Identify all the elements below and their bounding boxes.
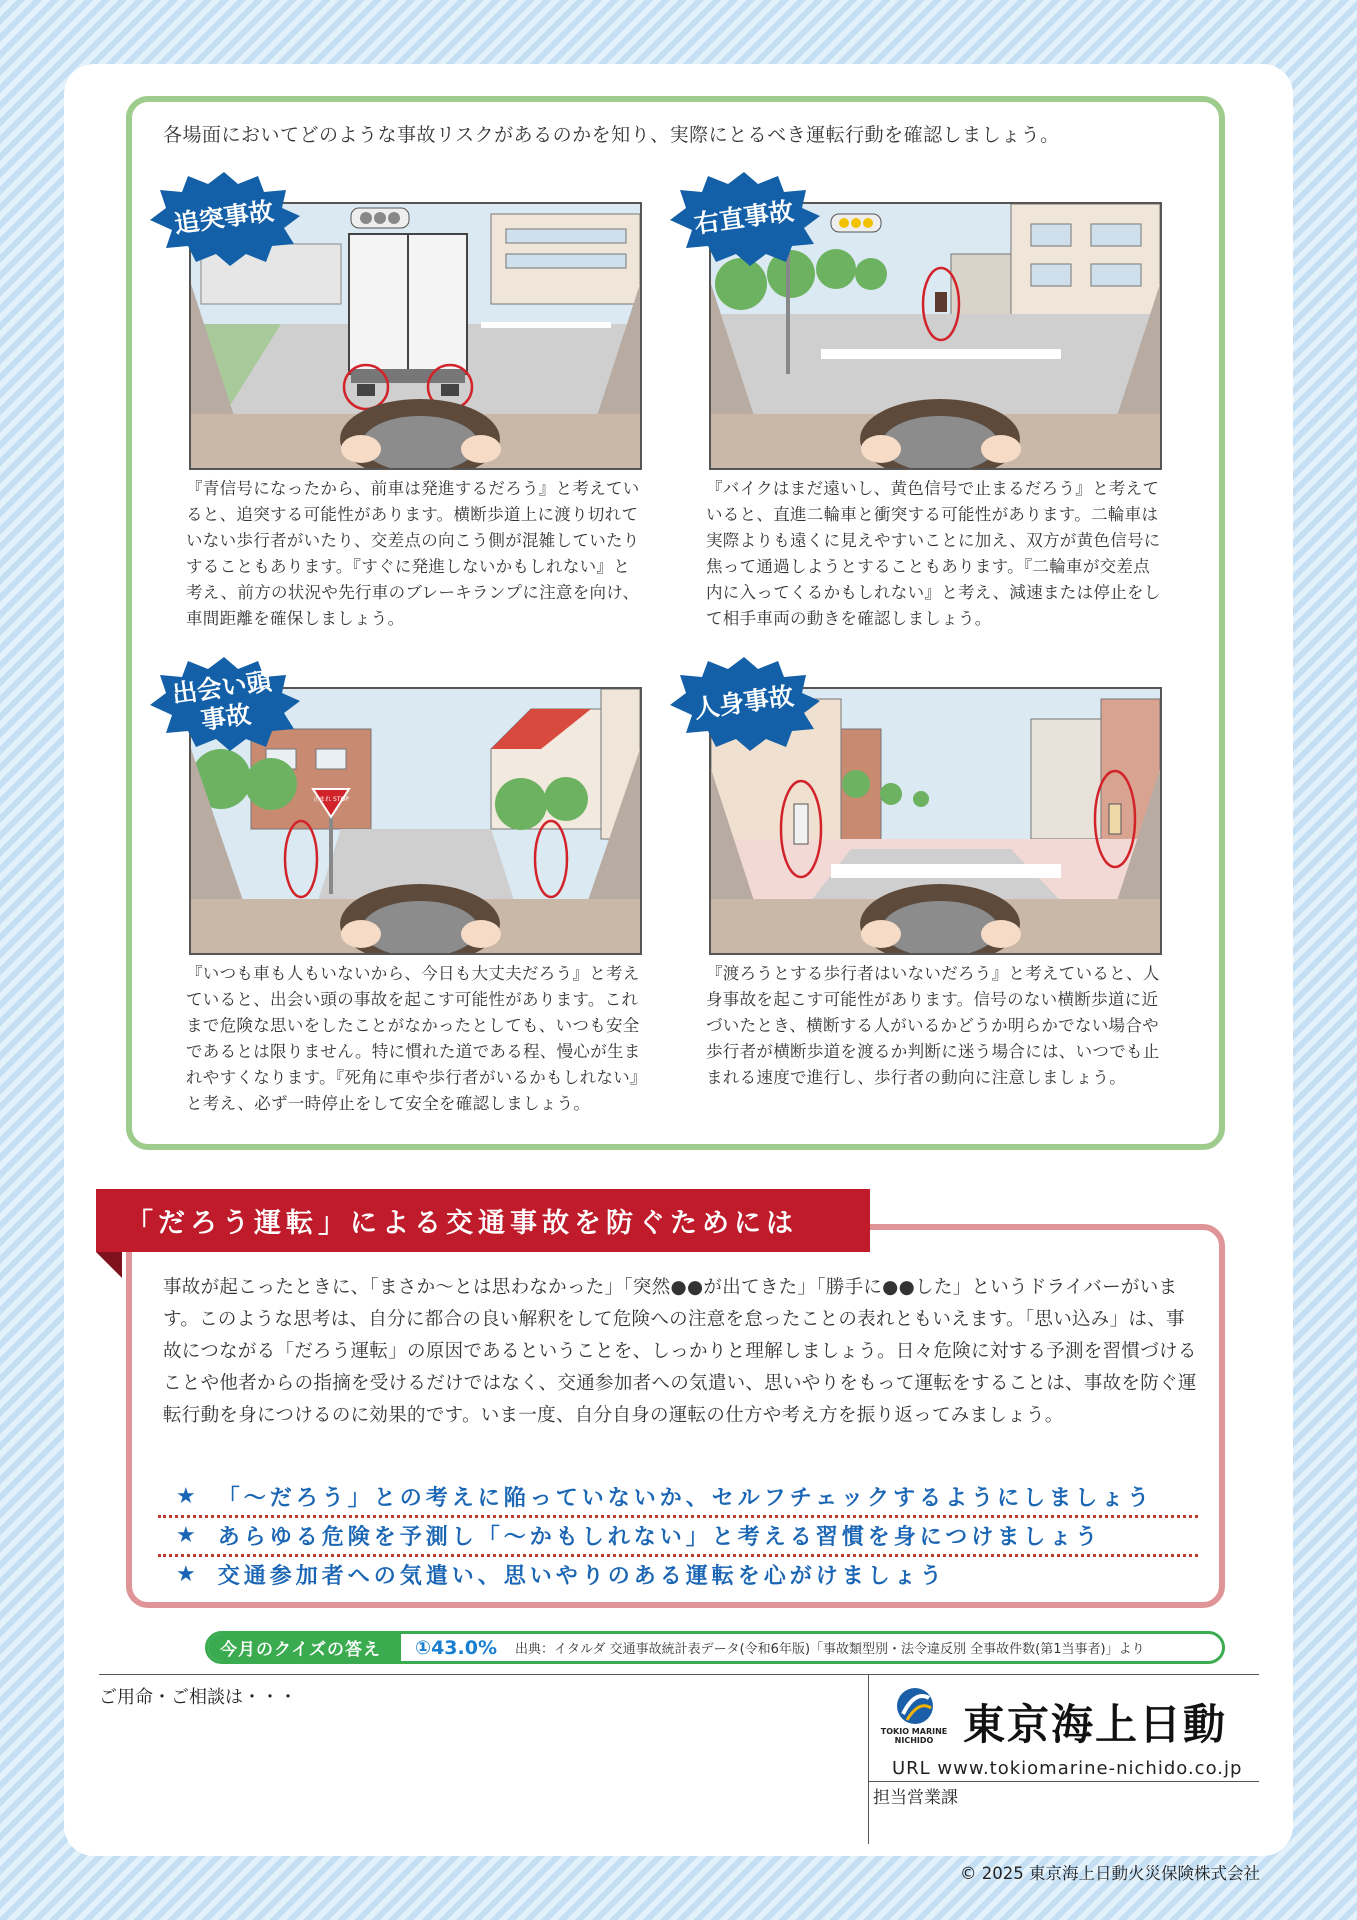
company-url[interactable]: URL www.tokiomarine-nichido.co.jp — [892, 1758, 1243, 1779]
section-body: 事故が起こったときに、「まさか〜とは思わなかった」「突然●●が出てきた」「勝手に●●した」というドライバーがいます。このような思考は、自分に都合の良い解釈をして危険への注意を怠ったことの表れともいえます。「思い込み」は、事故につながる「だろう運転」の原因であるということを、しっかりと理解しましょう。日々危険に対する予測を習慣づけることや他者からの指摘を受けるだけではなく、交通参加者への気遣い、思いやりをもって運転をすることは、事故を防ぐ運転行動を身につけるのに効果的です。いま一度、自分自身の運転の仕方や考え方を振り返ってみましょう。 — [163, 1277, 1197, 1426]
intro-text: 各場面においてどのような事故リスクがあるのかを知り、実際にとるべき運転行動を確認しましょう。 — [163, 124, 1060, 146]
desc-encounter: 『いつも車も人もいないから、今日も大丈夫だろう』と考えていると、出会い頭の事故を起こす可能性があります。これまで危険な思いをしたことがなかったとしても、いつも安全であるとは限りません。特に慣れた道である程、慢心が生まれやすくなります。『死角に車や歩行者がいるかもしれない』と考え、必ず一時停止をして安全を確認しましょう。 — [186, 964, 641, 1113]
company-logo-text: 東京海上日動 — [963, 1700, 1228, 1749]
tip-text: 交通参加者への気遣い、思いやりのある運転を心がけましょう — [217, 1563, 946, 1589]
badge-rear-end: 追突事故 — [146, 170, 302, 266]
quiz-label: 今月のクイズの答え — [208, 1634, 401, 1661]
quiz-answer: ①43.0% — [414, 1636, 497, 1659]
stop-sign-text: 止まれ STOP — [313, 796, 349, 803]
badge-right-turn: 右直事故 — [666, 170, 822, 266]
star-icon: ★ — [176, 1522, 200, 1548]
star-icon: ★ — [176, 1561, 200, 1587]
sales-dept-label: 担当営業課 — [873, 1788, 958, 1808]
desc-rear-end: 『青信号になったから、前車は発進するだろう』と考えていると、追突する可能性があります。横断歩道上に渡り切れていない歩行者がいたり、交差点の向こう側が混雑していたりすることもあります。『すぐに発進しないかもしれない』と考え、前方の状況や先行車のブレーキランプに注意を向け、車間距離を確保しましょう。 — [186, 479, 640, 628]
tip-item — [158, 1516, 1198, 1557]
copyright: © 2025 東京海上日動火災保険株式会社 — [960, 1864, 1260, 1883]
desc-pedestrian: 『渡ろうとする歩行者はいないだろう』と考えていると、人身事故を起こす可能性があります。信号のない横断歩道に近づいたとき、横断する人がいるかどうか明らかでない場合や歩行者が横断歩道を渡るか判断に迷う場合には、いつでも止まれる速度で進行し、歩行者の動向に注意しましょう。 — [706, 964, 1160, 1087]
quiz-answer-bar — [205, 1631, 1225, 1664]
badge-encounter: 出会い頭 事故 — [146, 655, 302, 751]
quiz-source: 出典：イタルダ 交通事故統計表データ(令和6年版)「事故類型別・法令違反別 全事故件数(第1当事者)」より — [515, 1642, 1145, 1657]
tip-item — [158, 1555, 1198, 1593]
divider — [868, 1674, 869, 1844]
section-title: 「だろう運転」による交通事故を防ぐためには — [96, 1189, 870, 1252]
tip-item — [158, 1477, 1198, 1518]
desc-right-turn: 『バイクはまだ遠いし、黄色信号で止まるだろう』と考えていると、直進二輪車と衝突する可能性があります。二輪車は実際よりも遠くに見えやすいことに加え、双方が黄色信号に焦って通過しようとすることもあります。『二輪車が交差点内に入ってくるかもしれない』と考え、減速または停止をして相手車両の動きを確認しましょう。 — [706, 479, 1161, 628]
contact-label: ご用命・ご相談は・・・ — [99, 1687, 297, 1708]
tip-text: 「〜だろう」との考えに陥っていないか、セルフチェックするようにしましょう — [217, 1485, 1154, 1511]
divider — [868, 1781, 1259, 1782]
badge-pedestrian: 人身事故 — [666, 655, 822, 751]
tip-text: あらゆる危険を予測し「〜かもしれない」と考える習慣を身につけましょう — [217, 1524, 1102, 1550]
star-icon: ★ — [176, 1483, 200, 1509]
banner-fold — [96, 1252, 122, 1278]
logo-small-text: TOKIO MARINE NICHIDO — [880, 1727, 948, 1745]
divider — [99, 1674, 1259, 1675]
tokio-marine-logo-icon — [893, 1684, 937, 1726]
